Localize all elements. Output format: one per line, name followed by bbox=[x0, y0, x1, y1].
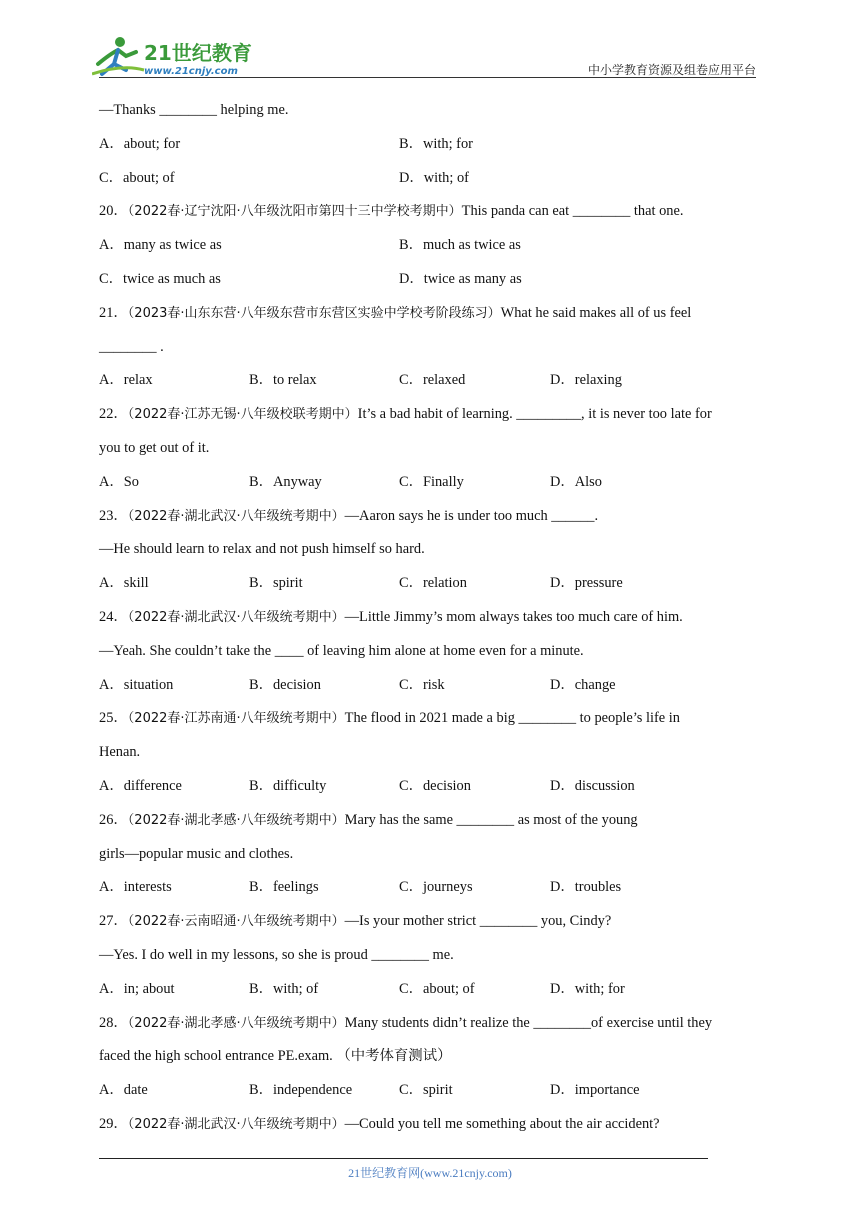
question-number: 28． bbox=[99, 1015, 128, 1031]
answer-option: C．risk bbox=[399, 677, 445, 693]
question-text-line bbox=[99, 438, 209, 458]
answer-option: C．about; of bbox=[99, 170, 175, 186]
question-source: （2022春·湖北孝感·八年级统考期中） bbox=[127, 813, 345, 828]
answer-option: B．independence bbox=[249, 1082, 353, 1098]
answer-option: C．about; of bbox=[399, 981, 475, 997]
question-text: girls—popular music and clothes. bbox=[99, 846, 294, 862]
answer-option: B．with; of bbox=[249, 981, 319, 997]
question-text: —Aaron says he is under too much ______. bbox=[344, 508, 599, 524]
runner-icon bbox=[92, 37, 144, 74]
question-stem bbox=[99, 1013, 712, 1033]
question-text-line bbox=[99, 100, 288, 120]
footer-text: 21世纪教育网(www.21cnjy.com) bbox=[348, 1166, 512, 1180]
question-stem bbox=[99, 911, 611, 931]
answer-option: A．So bbox=[99, 474, 139, 490]
question-source: （2022春·江苏无锡·八年级校联考期中） bbox=[127, 407, 358, 422]
answer-option: A．relax bbox=[99, 372, 153, 388]
answer-option: D．pressure bbox=[550, 575, 623, 591]
question-text: —Little Jimmy’s mom always takes too much care of him. bbox=[344, 609, 683, 625]
answer-option: A．in; about bbox=[99, 981, 175, 997]
answer-option: B．difficulty bbox=[249, 778, 327, 794]
answer-option: B．to relax bbox=[249, 372, 317, 388]
answer-option: A．skill bbox=[99, 575, 149, 591]
question-text-line bbox=[99, 641, 584, 661]
answer-option: C．decision bbox=[399, 778, 471, 794]
question-text: faced the high school entrance PE.exam. （中考体育测试） bbox=[99, 1048, 452, 1064]
question-stem bbox=[99, 404, 712, 424]
footer-divider bbox=[99, 1158, 708, 1159]
question-text: —He should learn to relax and not push himself so hard. bbox=[99, 541, 425, 557]
question-number: 27． bbox=[99, 913, 128, 929]
question-stem bbox=[99, 607, 683, 627]
question-source: （2022春·江苏南通·八年级统考期中） bbox=[127, 711, 345, 726]
answer-option: D．troubles bbox=[550, 879, 622, 895]
answer-option: C．relaxed bbox=[399, 372, 466, 388]
platform-name: 中小学教育资源及组卷应用平台 bbox=[587, 63, 756, 77]
answer-option: A．situation bbox=[99, 677, 174, 693]
question-number: 26． bbox=[99, 812, 128, 828]
answer-option: B．with; for bbox=[399, 136, 473, 152]
answer-option: B．decision bbox=[249, 677, 321, 693]
question-source: （2022春·湖北孝感·八年级统考期中） bbox=[127, 1016, 345, 1031]
question-stem bbox=[99, 810, 638, 830]
page-header bbox=[0, 0, 860, 80]
svg-text:21世纪教育: 21世纪教育 bbox=[144, 41, 252, 65]
question-stem bbox=[99, 201, 683, 221]
answer-option: A．difference bbox=[99, 778, 182, 794]
answer-option: B．much as twice as bbox=[399, 237, 521, 253]
question-text-line bbox=[99, 742, 140, 762]
question-number: 21． bbox=[99, 305, 128, 321]
question-text: —Thanks ________ helping me. bbox=[99, 102, 289, 118]
question-number: 22． bbox=[99, 406, 128, 422]
question-text: —Could you tell me something about the air accident? bbox=[344, 1116, 660, 1132]
answer-option: D．relaxing bbox=[550, 372, 622, 388]
question-number: 23． bbox=[99, 508, 128, 524]
question-text: you to get out of it. bbox=[99, 440, 210, 456]
question-text: —Is your mother strict ________ you, Cindy? bbox=[344, 913, 612, 929]
question-text: ________ . bbox=[99, 339, 164, 355]
question-text: Many students didn’t realize the ________of exercise until they bbox=[344, 1015, 713, 1031]
question-stem bbox=[99, 1114, 660, 1134]
answer-option: C．Finally bbox=[399, 474, 464, 490]
question-text-line bbox=[99, 1046, 451, 1066]
question-text: This panda can eat ________ that one. bbox=[461, 203, 684, 219]
question-text-line bbox=[99, 539, 425, 559]
answer-option: D．with; of bbox=[399, 170, 469, 186]
question-stem bbox=[99, 708, 680, 728]
answer-option: B．Anyway bbox=[249, 474, 322, 490]
question-source: （2023春·山东东营·八年级东营市东营区实验中学校考阶段练习） bbox=[127, 306, 501, 321]
answer-option: C．journeys bbox=[399, 879, 473, 895]
answer-option: A．about; for bbox=[99, 136, 181, 152]
answer-option: A．interests bbox=[99, 879, 172, 895]
question-text: —Yes. I do well in my lessons, so she is proud ________ me. bbox=[99, 947, 454, 963]
question-text: The flood in 2021 made a big ________ to people’s life in bbox=[344, 710, 680, 726]
answer-option: B．feelings bbox=[249, 879, 319, 895]
question-text-line bbox=[99, 337, 164, 357]
answer-option: C．spirit bbox=[399, 1082, 453, 1098]
question-number: 20． bbox=[99, 203, 128, 219]
question-text-line bbox=[99, 844, 293, 864]
question-number: 29． bbox=[99, 1116, 128, 1132]
answer-option: D．importance bbox=[550, 1082, 640, 1098]
answer-option: A．many as twice as bbox=[99, 237, 222, 253]
answer-option: D．discussion bbox=[550, 778, 635, 794]
question-source: （2022春·辽宁沈阳·八年级沈阳市第四十三中学校考期中） bbox=[127, 204, 462, 219]
question-text: Henan. bbox=[99, 744, 141, 760]
answer-option: C．twice as much as bbox=[99, 271, 221, 287]
answer-option: D．Also bbox=[550, 474, 602, 490]
answer-option: C．relation bbox=[399, 575, 467, 591]
question-text-line bbox=[99, 945, 454, 965]
answer-option: A．date bbox=[99, 1082, 148, 1098]
answer-option: B．spirit bbox=[249, 575, 303, 591]
question-text: —Yeah. She couldn’t take the ____ of leaving him alone at home even for a minute. bbox=[99, 643, 584, 659]
answer-option: D．twice as many as bbox=[399, 271, 522, 287]
header-divider bbox=[99, 77, 756, 78]
question-number: 24． bbox=[99, 609, 128, 625]
question-stem bbox=[99, 303, 691, 323]
answer-option: D．with; for bbox=[550, 981, 625, 997]
svg-text:www.21cnjy.com: www.21cnjy.com bbox=[144, 66, 238, 77]
answer-option: D．change bbox=[550, 677, 616, 693]
question-source: （2022春·湖北武汉·八年级统考期中） bbox=[127, 610, 345, 625]
question-text: What he said makes all of us feel bbox=[500, 305, 692, 321]
question-text: Mary has the same ________ as most of the young bbox=[344, 812, 638, 828]
logo bbox=[92, 34, 262, 78]
question-number: 25． bbox=[99, 710, 128, 726]
question-text: It’s a bad habit of learning. _________, it is never too late for bbox=[357, 406, 712, 422]
question-stem bbox=[99, 506, 598, 526]
question-source: （2022春·湖北武汉·八年级统考期中） bbox=[127, 509, 345, 524]
question-source: （2022春·湖北武汉·八年级统考期中） bbox=[127, 1117, 345, 1132]
question-source: （2022春·云南昭通·八年级统考期中） bbox=[127, 914, 345, 929]
